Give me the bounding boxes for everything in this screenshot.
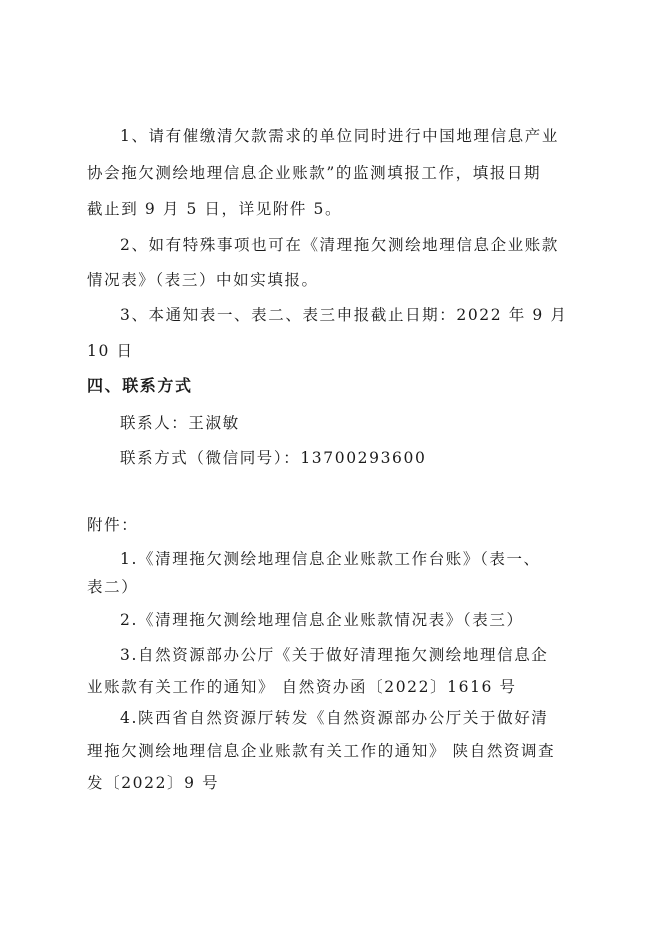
contact-person: 联系人：王淑敏: [120, 414, 240, 432]
item3-line2: 10 日: [87, 342, 134, 360]
item1-line3: 截止到 9 月 5 日，详见附件 5。: [87, 200, 343, 218]
contact-method: 联系方式（微信同号）：13700293600: [120, 449, 427, 467]
attachment-1-line2: 表二）: [87, 578, 139, 596]
attachment-3-line1: 3.自然资源部办公厅《关于做好清理拖欠测绘地理信息企: [120, 646, 549, 664]
attachments-label: 附件：: [87, 516, 139, 534]
item1-line1: 1、请有催缴清欠款需求的单位同时进行中国地理信息产业: [120, 127, 559, 145]
attachment-1-line1: 1.《清理拖欠测绘地理信息企业账款工作台账》（表一、: [120, 550, 541, 568]
attachment-4-line1: 4.陕西省自然资源厅转发《自然资源部办公厅关于做好清: [120, 709, 549, 727]
item2-line1: 2、如有特殊事项也可在《清理拖欠测绘地理信息企业账款: [120, 236, 559, 254]
attachment-4-line2: 理拖欠测绘地理信息企业账款有关工作的通知》 陕自然资调查: [87, 742, 556, 760]
attachment-3-line2: 业账款有关工作的通知》 自然资办函〔2022〕1616 号: [87, 678, 517, 696]
contact-heading: 四、联系方式: [87, 376, 193, 395]
attachment-4-line3: 发〔2022〕9 号: [87, 774, 220, 792]
item1-line2: 协会拖欠测绘地理信息企业账款”的监测填报工作，填报日期: [87, 164, 542, 182]
item2-line2: 情况表》（表三）中如实填报。: [87, 271, 319, 289]
item3-line1: 3、本通知表一、表二、表三申报截止日期：2022 年 9 月: [120, 306, 568, 324]
attachment-2-line1: 2.《清理拖欠测绘地理信息企业账款情况表》（表三）: [120, 611, 524, 629]
